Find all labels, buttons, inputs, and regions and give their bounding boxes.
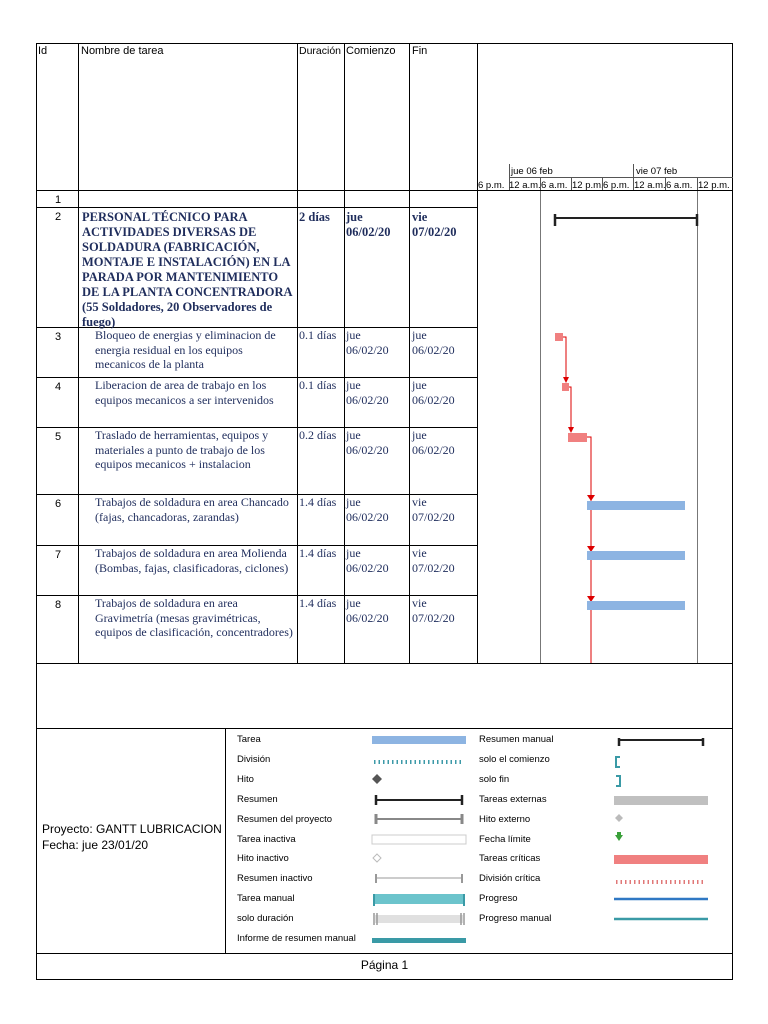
legend-symbol-tareas-externas <box>614 796 708 805</box>
legend-divider <box>225 728 226 953</box>
legend-symbol-solo-comienzo <box>616 757 620 767</box>
legend-label-division: División <box>237 754 271 765</box>
table-bottom <box>36 663 733 664</box>
project-date: Fecha: jue 23/01/20 <box>42 838 149 852</box>
task-name: Trabajos de soldadura en area Gravimetría (mesas gravimétricas, equipos de clasificación, concentradores) <box>95 596 293 639</box>
task-duration: 0.1 días <box>299 378 337 392</box>
timescale-minor-8: 12 p.m. <box>698 180 730 191</box>
col-header-id: Id <box>38 45 48 57</box>
task-id: 1 <box>55 194 62 206</box>
task-bar <box>587 601 685 610</box>
legend-label-informe-resumen: Informe de resumen manual <box>237 933 356 944</box>
task-start: jue 06/02/20 <box>346 328 389 357</box>
legend-symbol-tarea-inactiva <box>372 835 466 844</box>
footer-divider <box>36 953 733 954</box>
task-duration: 0.2 días <box>299 428 337 442</box>
task-end: jue 06/02/20 <box>412 378 455 407</box>
task-start: jue 06/02/20 <box>346 546 389 575</box>
col-divider <box>297 43 298 663</box>
critical-task-bar <box>562 383 569 391</box>
legend-label-resumen-proyecto: Resumen del proyecto <box>237 814 333 825</box>
task-id: 4 <box>55 381 62 393</box>
row-divider <box>36 207 477 208</box>
legend-symbol-tarea-manual <box>374 894 464 904</box>
legend-label-fecha-limite: Fecha límite <box>479 834 531 845</box>
task-start: jue 06/02/20 <box>346 596 389 625</box>
timescale-tick <box>571 178 572 190</box>
col-header-name: Nombre de tarea <box>81 45 164 57</box>
legend-symbol-hito-inactivo <box>373 854 381 862</box>
legend-label-tarea-inactiva: Tarea inactiva <box>237 834 296 845</box>
task-duration: 1.4 días <box>299 546 337 560</box>
task-end: vie 07/02/20 <box>412 210 457 239</box>
timescale-minor-1: 6 p.m. <box>478 180 505 191</box>
timescale-tick <box>665 178 666 190</box>
task-end: jue 06/02/20 <box>412 428 455 457</box>
task-bar <box>587 501 685 510</box>
col-header-duration: Duración <box>299 45 342 57</box>
legend-symbol-hito-externo <box>615 814 623 822</box>
task-name: Trabajos de soldadura en area Molienda (Bombas, fajas, clasificadoras, ciclones) <box>95 546 289 575</box>
task-id: 6 <box>55 498 62 510</box>
task-id: 5 <box>55 431 62 443</box>
task-start: jue 06/02/20 <box>346 428 389 457</box>
project-name: Proyecto: GANTT LUBRICACION <box>42 822 222 836</box>
timescale-divider <box>509 177 733 178</box>
task-duration: 1.4 días <box>299 495 337 509</box>
col-divider <box>409 43 410 663</box>
timescale-minor-5: 6 p.m. <box>603 180 630 191</box>
task-start: jue 06/02/20 <box>346 495 389 524</box>
timescale-tick <box>697 178 698 190</box>
critical-task-bar <box>555 333 563 341</box>
legend-symbol-tareas-criticas <box>614 855 708 864</box>
legend-label-tareas-criticas: Tareas críticas <box>479 853 541 864</box>
task-name: Trabajos de soldadura en area Chancado (fajas, chancadoras, zarandas) <box>95 495 289 524</box>
legend-label-progreso-manual: Progreso manual <box>479 913 552 924</box>
timescale-minor-2: 12 a.m. <box>509 180 541 191</box>
legend-label-resumen: Resumen <box>237 794 278 805</box>
legend-symbol-solo-duracion <box>375 915 463 923</box>
task-name: Liberacion de area de trabajo en los equipos mecanicos a ser intervenidos <box>95 378 274 407</box>
legend-label-hito: Hito <box>237 774 254 785</box>
task-end: vie 07/02/20 <box>412 596 455 625</box>
timescale-tick <box>540 178 541 190</box>
task-name-summary: PERSONAL TÉCNICO PARA ACTIVIDADES DIVERSAS DE SOLDADURA (FABRICACIÓN, MONTAJE E INSTALACIÓN) EN LA PARADA POR MANTENIMIENTO DE LA PLANTA CONCENTRADORA (55 Soldadores, 20 Observadores de fuego) <box>82 210 292 329</box>
col-header-end: Fin <box>412 45 428 57</box>
legend-label-tarea: Tarea <box>237 734 261 745</box>
task-duration: 1.4 días <box>299 596 337 610</box>
legend-label-progreso: Progreso <box>479 893 518 904</box>
timescale-major-2: vie 07 feb <box>636 166 678 177</box>
task-duration: 0.1 días <box>299 328 337 342</box>
task-name: Bloqueo de energias y eliminacion de energia residual en los equipos mecanicos de la planta <box>95 328 276 371</box>
task-id: 2 <box>55 211 62 223</box>
timescale-minor-4: 12 p.m. <box>572 180 604 191</box>
task-id: 8 <box>55 599 62 611</box>
col-divider <box>78 43 79 663</box>
timescale-minor-3: 6 a.m. <box>541 180 568 191</box>
task-id: 7 <box>55 549 62 561</box>
timescale-tick <box>602 178 603 190</box>
task-id: 3 <box>55 331 62 343</box>
legend-symbol-solo-fin <box>616 776 620 786</box>
dependency-link <box>569 387 571 428</box>
legend-label-tarea-manual: Tarea manual <box>237 893 295 904</box>
task-name: Traslado de herramientas, equipos y materiales a punto de trabajo de los equipos mecanicos + instalacion <box>95 428 269 471</box>
legend-symbol-hito <box>372 774 382 784</box>
legend-label-division-critica: División crítica <box>479 873 541 884</box>
col-divider <box>344 43 345 663</box>
timescale-minor-6: 12 a.m. <box>634 180 666 191</box>
legend-label-tareas-externas: Tareas externas <box>479 794 547 805</box>
legend-label-resumen-manual: Resumen manual <box>479 734 554 745</box>
task-start: jue 06/02/20 <box>346 378 389 407</box>
legend-label-hito-externo: Hito externo <box>479 814 531 825</box>
gantt-chart <box>477 190 733 663</box>
legend-label-solo-fin: solo fin <box>479 774 510 785</box>
task-duration: 2 días <box>299 210 330 224</box>
link-arrow <box>587 495 595 501</box>
legend-symbol-informe-resumen <box>372 938 466 943</box>
task-bar <box>587 551 685 560</box>
legend-label-solo-duracion: solo duración <box>237 913 294 924</box>
col-header-start: Comienzo <box>346 45 396 57</box>
timescale-minor-7: 6 a.m. <box>666 180 693 191</box>
task-start: jue 06/02/20 <box>346 210 391 239</box>
page-number: Página 1 <box>360 958 409 972</box>
link-arrow <box>568 427 574 433</box>
legend-symbol-tarea <box>372 736 466 744</box>
legend-symbols <box>360 728 733 953</box>
task-end: vie 07/02/20 <box>412 546 455 575</box>
legend-label-resumen-inactivo: Resumen inactivo <box>237 873 313 884</box>
task-end: jue 06/02/20 <box>412 328 455 357</box>
legend-label-solo-comienzo: solo el comienzo <box>479 754 550 765</box>
dependency-link <box>563 337 566 378</box>
timescale-major-1: jue 06 feb <box>511 166 553 177</box>
task-end: vie 07/02/20 <box>412 495 455 524</box>
critical-task-bar <box>568 433 587 442</box>
legend-label-hito-inactivo: Hito inactivo <box>237 853 289 864</box>
link-arrow <box>563 377 569 383</box>
